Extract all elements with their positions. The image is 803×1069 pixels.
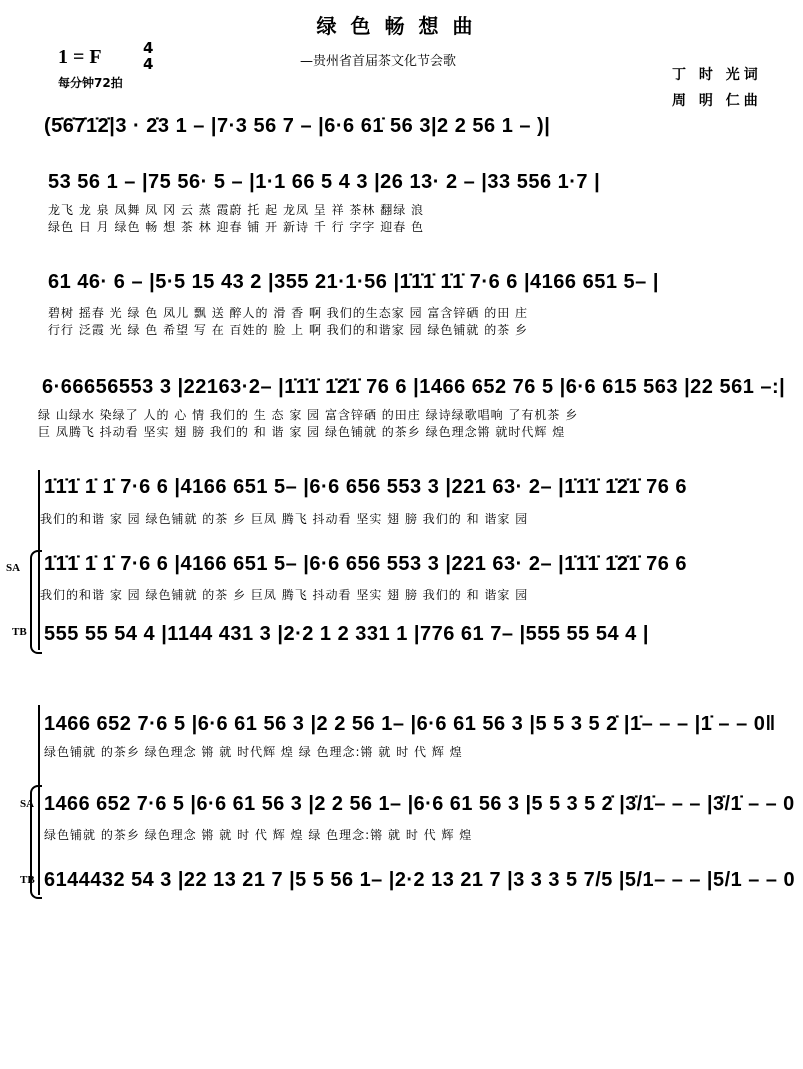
notation-line-intro: (5̇6̇7̇1̇2̇|3 · 2̇3 1 – |7·3 56 7 – |6·6 61̇ 56 3|2 2 56 1 – )|: [44, 115, 551, 137]
lyric-line-3b: 巨 凤腾飞 抖动看 坚实 翅 膀 我们的 和 谐 家 园 绿色铺就 的茶乡 绿色理念锵 就时代辉 煌: [38, 425, 566, 439]
notation-line-6-tb: 555 55 54 4 |1144 431 3 |2·2 1 2 331 1 |776 61 7– |555 55 54 4 |: [44, 623, 649, 645]
notation-line-8-sa: 1466 652 7·6 5 |6·6 61 56 3 |2 2 56 1– |6·6 61 56 3 |5 5 3 5 2̇ |3̇/1̇– – – |3̇/1̇ – – 0: [44, 793, 795, 815]
time-signature: [143, 40, 153, 72]
notation-line-7: 1466 652 7·6 5 |6·6 61 56 3 |2 2 56 1– |6·6 61 56 3 |5 5 3 5 2̇ |1̇– – – |1̇ – – 0‖: [44, 713, 776, 735]
voice-label-tb-2: TB: [20, 874, 35, 886]
voice-label-sa-2: SA: [20, 798, 35, 810]
notation-line-9-tb: 6144432 54 3 |22 13 21 7 |5 5 56 1– |2·2 13 21 7 |3 3 3 5 7/5 |5/1– – – |5/1 – – 0: [44, 869, 796, 891]
lyric-line-4: 我们的和谐 家 园 绿色铺就 的茶 乡 巨凤 腾飞 抖动看 坚实 翅 膀 我们的 和 谐家 园: [40, 512, 529, 526]
song-title: 绿色畅想曲: [316, 14, 487, 38]
lyric-line-5: 我们的和谐 家 园 绿色铺就 的茶 乡 巨凤 腾飞 抖动看 坚实 翅 膀 我们的 和 谐家 园: [40, 588, 529, 602]
lyric-line-8: 绿色铺就 的茶乡 绿色理念 锵 就 时 代 辉 煌 绿 色理念:锵 就 时 代 辉 煌: [44, 828, 473, 842]
notation-line-1: 53 56 1 – |75 56· 5 – |1·1 66 5 4 3 |26 13· 2 – |33 556 1·7 |: [48, 171, 601, 193]
notation-line-2: 61 46· 6 – |5·5 15 43 2 |355 21·1·56 |1̇1̇1̇ 1̇1̇ 7·6 6 |4166 651 5– |: [48, 271, 659, 293]
notation-line-4: 1̇1̇1̇ 1̇ 1̇ 7·6 6 |4166 651 5– |6·6 656 553 3 |221 63· 2– |1̇1̇1̇ 1̇2̇1̇ 76 6: [44, 476, 688, 498]
tempo-marking: 每分钟72拍: [58, 76, 123, 90]
composer-credit: 周 明 仁曲: [672, 93, 762, 109]
lyric-line-3a: 绿 山绿水 染绿了 人的 心 情 我们的 生 态 家 园 富含锌硒 的田庄 绿诗绿歌唱响 了有机茶 乡: [38, 408, 579, 422]
lyric-line-2b: 行行 泛霞 光 绿 色 希望 写 在 百姓的 脸 上 啊 我们的和谐家 园 绿色铺就 的茶 乡: [48, 323, 529, 337]
voice-label-tb: TB: [12, 626, 27, 638]
key-signature: 1 = F: [58, 46, 102, 68]
notation-line-3: 6·66656553 3 |22163·2– |1̇1̇1̇ 1̇2̇1̇ 76 6 |1466 652 76 5 |6·6 615 563 |22 561 –:|: [42, 376, 786, 398]
lyric-line-2a: 碧树 摇春 光 绿 色 凤儿 飘 送 醉人的 滑 香 啊 我们的生态家 园 富含锌硒 的田 庄: [48, 306, 529, 320]
lyric-line-1b: 绿色 日 月 绿色 畅 想 茶 林 迎春 铺 开 新诗 千 行 字字 迎春 色: [48, 220, 425, 234]
time-signature-bottom: 4: [143, 55, 154, 73]
notation-line-5-sa: 1̇1̇1̇ 1̇ 1̇ 7·6 6 |4166 651 5– |6·6 656 553 3 |221 63· 2– |1̇1̇1̇ 1̇2̇1̇ 76 6: [44, 553, 688, 575]
song-subtitle: —贵州省首届茶文化节会歌: [300, 54, 457, 69]
lyricist-credit: 丁 时 光词: [672, 67, 762, 83]
voice-label-sa: SA: [6, 562, 21, 574]
lyric-line-7: 绿色铺就 的茶乡 绿色理念 锵 就 时代辉 煌 绿 色理念:锵 就 时 代 辉 煌: [44, 745, 463, 759]
time-signature-top: 4: [143, 39, 154, 57]
lyric-line-1a: 龙飞 龙 泉 凤舞 凤 冈 云 蒸 霞蔚 托 起 龙凤 呈 祥 茶林 翻绿 浪: [48, 203, 425, 217]
